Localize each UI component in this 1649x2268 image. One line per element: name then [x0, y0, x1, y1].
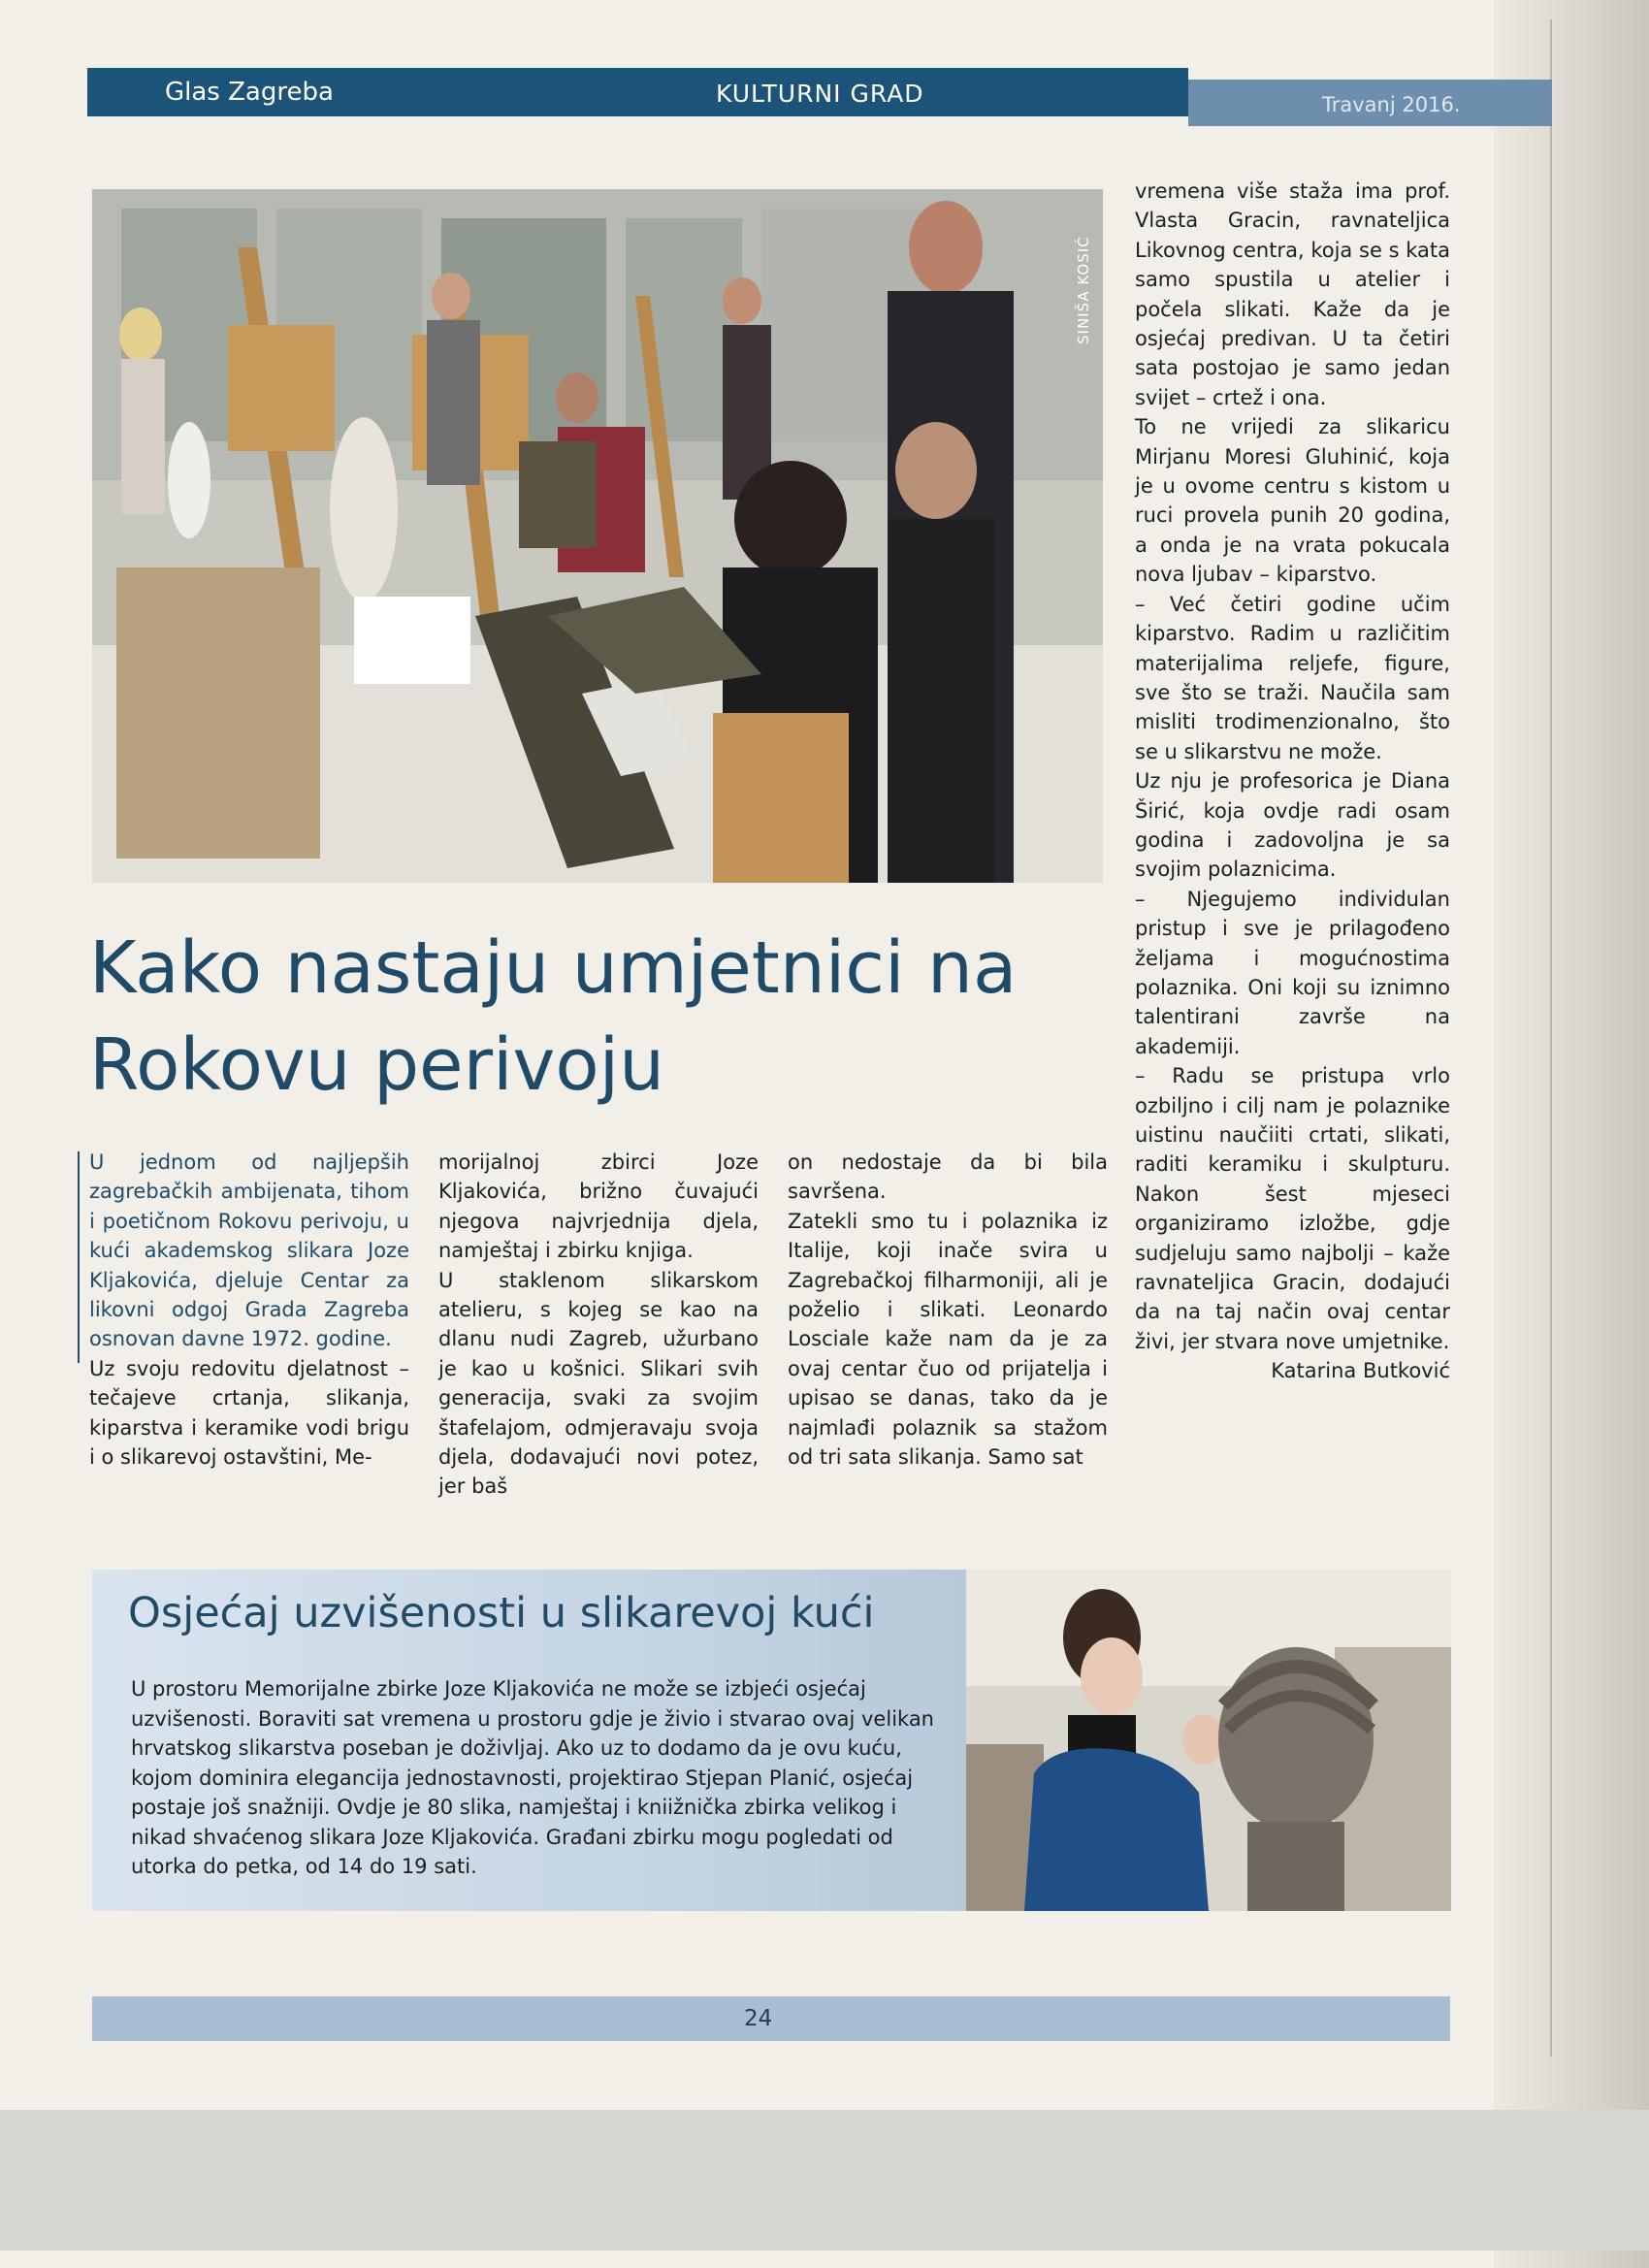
- article-paragraph: U staklenom slikarskom atelieru, s kojeg se kao na dlanu nudi Zagreb, užurbano je kao u košnici. Slikari svih generacija, svaki za svojim štafelajom, odmjeravaju svoja djela, dodavajući novi potez, jer baš: [438, 1268, 759, 1499]
- article-paragraph: Zatekli smo tu i polaznika iz Italije, koji inače svira u Zagrebačkoj filharmoniji, ali je poželio i slikati. Leonardo Losciale kaže nam da je za ovaj centar čuo od prijatelja i upisao se danas, tako da je najmlađi polaznik sa stažom od tri sata slikanja. Samo sat: [788, 1209, 1108, 1470]
- article-column-4: [1135, 177, 1450, 1386]
- article-paragraph: – Radu se pristupa vrlo ozbiljno i cilj nam je polaznike uistinu naučiiti crtati, slikati, raditi keramiku i skulpturu. Nakon šest mjeseci organiziramo izložbe, gdje sudjeluju samo najbolji – kaže ravnateljica Gracin, dodajući da na taj način ovaj centar živi, jer stvara nove umjetnike.: [1135, 1064, 1450, 1353]
- article-paragraph: – Njegujemo individulan pristup i sve je prilagođeno željama i mogućnostima polaznika. Oni koji su iznimno talentirani završe na akademiji.: [1135, 887, 1450, 1058]
- article-column-2: [438, 1148, 759, 1502]
- box-title: Osjećaj uzvišenosti u slikarevoj kući: [128, 1589, 875, 1637]
- article-paragraph: To ne vrijedi za slikaricu Mirjanu Moresi Gluhinić, koja je u ovome centru s kistom u ruci provela punih 20 godina, a onda je na vrata pokucala nova ljubav – kiparstvo.: [1135, 415, 1450, 587]
- header-bar: [87, 68, 1188, 116]
- article-column-1: [89, 1148, 409, 1472]
- article-column-3: [788, 1148, 1108, 1472]
- article-lead: U jednom od najljepših zagrebačkih ambijenata, tihom i poetičnom Rokovu perivoju, u kući akademskog slikara Joze Kljakovića, djeluje Centar za likovni odgoj Grada Zagreba osnovan davne 1972. godine.: [89, 1150, 409, 1351]
- photo-credit: SINIŠA KOSIĆ: [1075, 236, 1092, 344]
- issue-date: Travanj 2016.: [1322, 93, 1461, 116]
- lead-rule: [78, 1151, 80, 1363]
- article-paragraph: – Već četiri godine učim kiparstvo. Radim u različitim materijalima reljefe, figure, sve što se traži. Naučila sam misliti trodimenzionalno, što se u slikarstvu ne može.: [1135, 592, 1450, 763]
- article-author: Katarina Butković: [1271, 1359, 1450, 1383]
- box-text: U prostoru Memorijalne zbirke Joze Kljakovića ne može se izbjeći osjećaj uzvišenosti. Boraviti sat vremena u prostoru gdje je živio i stvarao ovaj velikan hrvatskog slikarstva poseban je doživljaj. Ako uz to dodamo da je ovu kuću, kojom dominira elegancija jednostavnosti, projektirao Stjepan Planić, osjećaj postaje još snažniji. Ovdje je 80 slika, namještaj i kniižnička zbirka velikog i nikad shvaćenog slikara Joze Kljakovića. Građani zbirku mogu pogledati od utorka do petka, od 14 do 19 sati.: [131, 1677, 934, 1878]
- studio-photo: [92, 189, 1103, 883]
- section-name: KULTURNI GRAD: [716, 80, 924, 108]
- article-paragraph: Uz nju je profesorica je Diana Širić, koja ovdje radi osam godina i zadovoljna je sa svojim polaznicima.: [1135, 769, 1450, 882]
- article-title: Kako nastaju umjetnici na Rokovu perivoju: [89, 926, 1018, 1107]
- article-paragraph: on nedostaje da bi bila savršena.: [788, 1150, 1108, 1204]
- article-paragraph: morijalnoj zbirci Joze Kljakovića, brižno čuvajući njegova najvrjednija djela, namještaj i zbirku knjiga.: [438, 1150, 759, 1263]
- scan-background: [0, 2110, 1649, 2251]
- date-bar: [1188, 80, 1552, 126]
- page-edge: [1550, 19, 1552, 2057]
- page-number: 24: [744, 2006, 773, 2031]
- sidebar-box: [92, 1570, 966, 1911]
- sculptor-photo: [966, 1570, 1451, 1911]
- footer-bar: [92, 1996, 1450, 2041]
- article-paragraph: vremena više staža ima prof. Vlasta Gracin, ravnateljica Likovnog centra, koja se s kata samo spustila u atelier i počela slikati. Kaže da je osjećaj predivan. U ta četiri sata postojao je samo jedan svijet – crtež i ona.: [1135, 179, 1450, 409]
- publication-name: Glas Zagreba: [165, 78, 334, 107]
- article-paragraph: Uz svoju redovitu djelatnost – tečajeve crtanja, slikanja, kiparstva i keramike vodi brigu i o slikarevoj ostavštini, Me-: [89, 1356, 409, 1470]
- scan-shadow: [1494, 0, 1649, 2268]
